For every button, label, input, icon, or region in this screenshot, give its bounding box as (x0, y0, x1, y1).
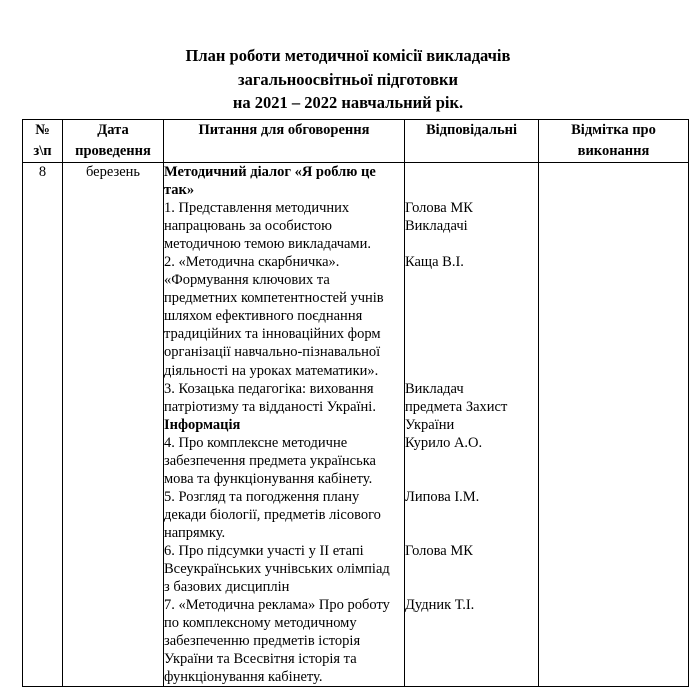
column-header-mark (539, 120, 689, 163)
question-line: напрацювань за особистою (164, 218, 333, 235)
question-line: шляхом ефективного поєднання (164, 308, 363, 325)
cell-number: 8 (23, 163, 63, 687)
question-line: 6. Про підсумки участі у II етапі (164, 542, 364, 559)
column-header-question-line-1: Питання для обговорення (198, 122, 370, 138)
responsible-line: Каща В.І. (405, 254, 464, 271)
work-plan-table (22, 119, 689, 687)
responsible-line (405, 524, 538, 542)
question-line: забезпеченню предметів історія (164, 633, 361, 650)
responsible-line (405, 163, 538, 181)
responsible-line: Голова МК (405, 200, 473, 217)
responsible-line: Викладачі (405, 218, 468, 235)
question-line: з базових дисциплін (164, 579, 290, 596)
responsible-line (405, 578, 538, 596)
table-body (23, 163, 689, 687)
question-line: так» (164, 182, 195, 199)
question-line: патріотизму та відданості Україні. (164, 398, 376, 415)
responsible-line (405, 235, 538, 253)
responsible-line (405, 614, 538, 632)
column-header-responsible (405, 120, 539, 163)
question-line: мова та функціонування кабінету. (164, 470, 373, 487)
column-header-question (164, 120, 405, 163)
column-header-number-line-1: № (35, 122, 50, 138)
question-line: «Формування ключових та (164, 272, 330, 289)
responsible-line (405, 271, 538, 289)
responsible-line (405, 560, 538, 578)
responsible-line (405, 452, 538, 470)
question-line: Методичний діалог «Я роблю це (164, 164, 376, 180)
title-line-1: План роботи методичної комісії викладачів (185, 46, 511, 65)
question-line: забезпечення предмета українська (164, 452, 376, 469)
title-line-3: на 2021 – 2022 навчальний рік. (232, 93, 464, 112)
question-line: 3. Козацька педагогіка: виховання (164, 380, 374, 397)
responsible-line: Викладач (405, 380, 464, 397)
responsible-line (405, 668, 538, 686)
question-line: 5. Розгляд та погодження плану (164, 488, 360, 505)
table-row (23, 163, 689, 687)
column-header-mark-line-1: Відмітка про (571, 122, 656, 138)
responsible-line: Дудник Т.І. (405, 597, 475, 614)
question-line: Всеукраїнських учнівських олімпіад (164, 561, 390, 578)
cell-mark (539, 163, 689, 687)
question-line: традиційних та інноваційних форм (164, 326, 381, 343)
responsible-line (405, 181, 538, 199)
question-line: декади біології, предметів лісового (164, 506, 381, 523)
responsible-line (405, 632, 538, 650)
cell-date: березень (63, 163, 164, 687)
question-line: 2. «Методична скарбничка». (164, 254, 340, 271)
column-header-responsible-line-1: Відповідальні (425, 122, 518, 138)
page-title (0, 44, 696, 115)
column-header-date-line-1: Дата (97, 122, 129, 138)
responsible-line: Курило А.О. (405, 434, 483, 451)
responsible-line: Голова МК (405, 542, 473, 559)
question-line: функціонування кабінету. (164, 669, 323, 686)
question-line: по комплексному методичному (164, 615, 357, 632)
responsible-line (405, 325, 538, 343)
table-header-row (23, 120, 689, 163)
responsible-line (405, 289, 538, 307)
title-line-2: загальноосвітньої підготовки (237, 69, 459, 89)
responsible-line: предмета Захист (405, 398, 508, 415)
question-line: організації навчально-пізнавальної (164, 344, 381, 361)
column-header-number-line-2: з\п (33, 143, 52, 159)
responsible-line (405, 470, 538, 488)
responsible-line (405, 307, 538, 325)
question-line: України та Всесвітня історія та (164, 651, 357, 668)
question-line: методичною темою викладачами. (164, 236, 371, 253)
question-line: діяльності на уроках математики». (164, 362, 379, 379)
column-header-date (63, 120, 164, 163)
table-header (23, 120, 689, 163)
responsible-line (405, 506, 538, 524)
question-line: напрямку. (164, 524, 226, 541)
cell-responsible (405, 163, 539, 687)
column-header-number (23, 120, 63, 163)
question-line: 7. «Методична реклама» Про роботу (164, 597, 390, 614)
cell-question (164, 163, 405, 687)
responsible-line: Липова І.М. (405, 488, 480, 505)
column-header-mark-line-2: виконання (577, 143, 650, 159)
responsible-line (405, 362, 538, 380)
column-header-date-line-2: проведення (75, 143, 151, 159)
responsible-line (405, 650, 538, 668)
responsible-line: України (405, 416, 455, 433)
responsible-line (405, 343, 538, 361)
question-line: 4. Про комплексне методичне (164, 434, 348, 451)
question-line: 1. Представлення методичних (164, 200, 350, 217)
question-line: предметних компетентностей учнів (164, 290, 384, 307)
question-line: Інформація (164, 416, 241, 433)
